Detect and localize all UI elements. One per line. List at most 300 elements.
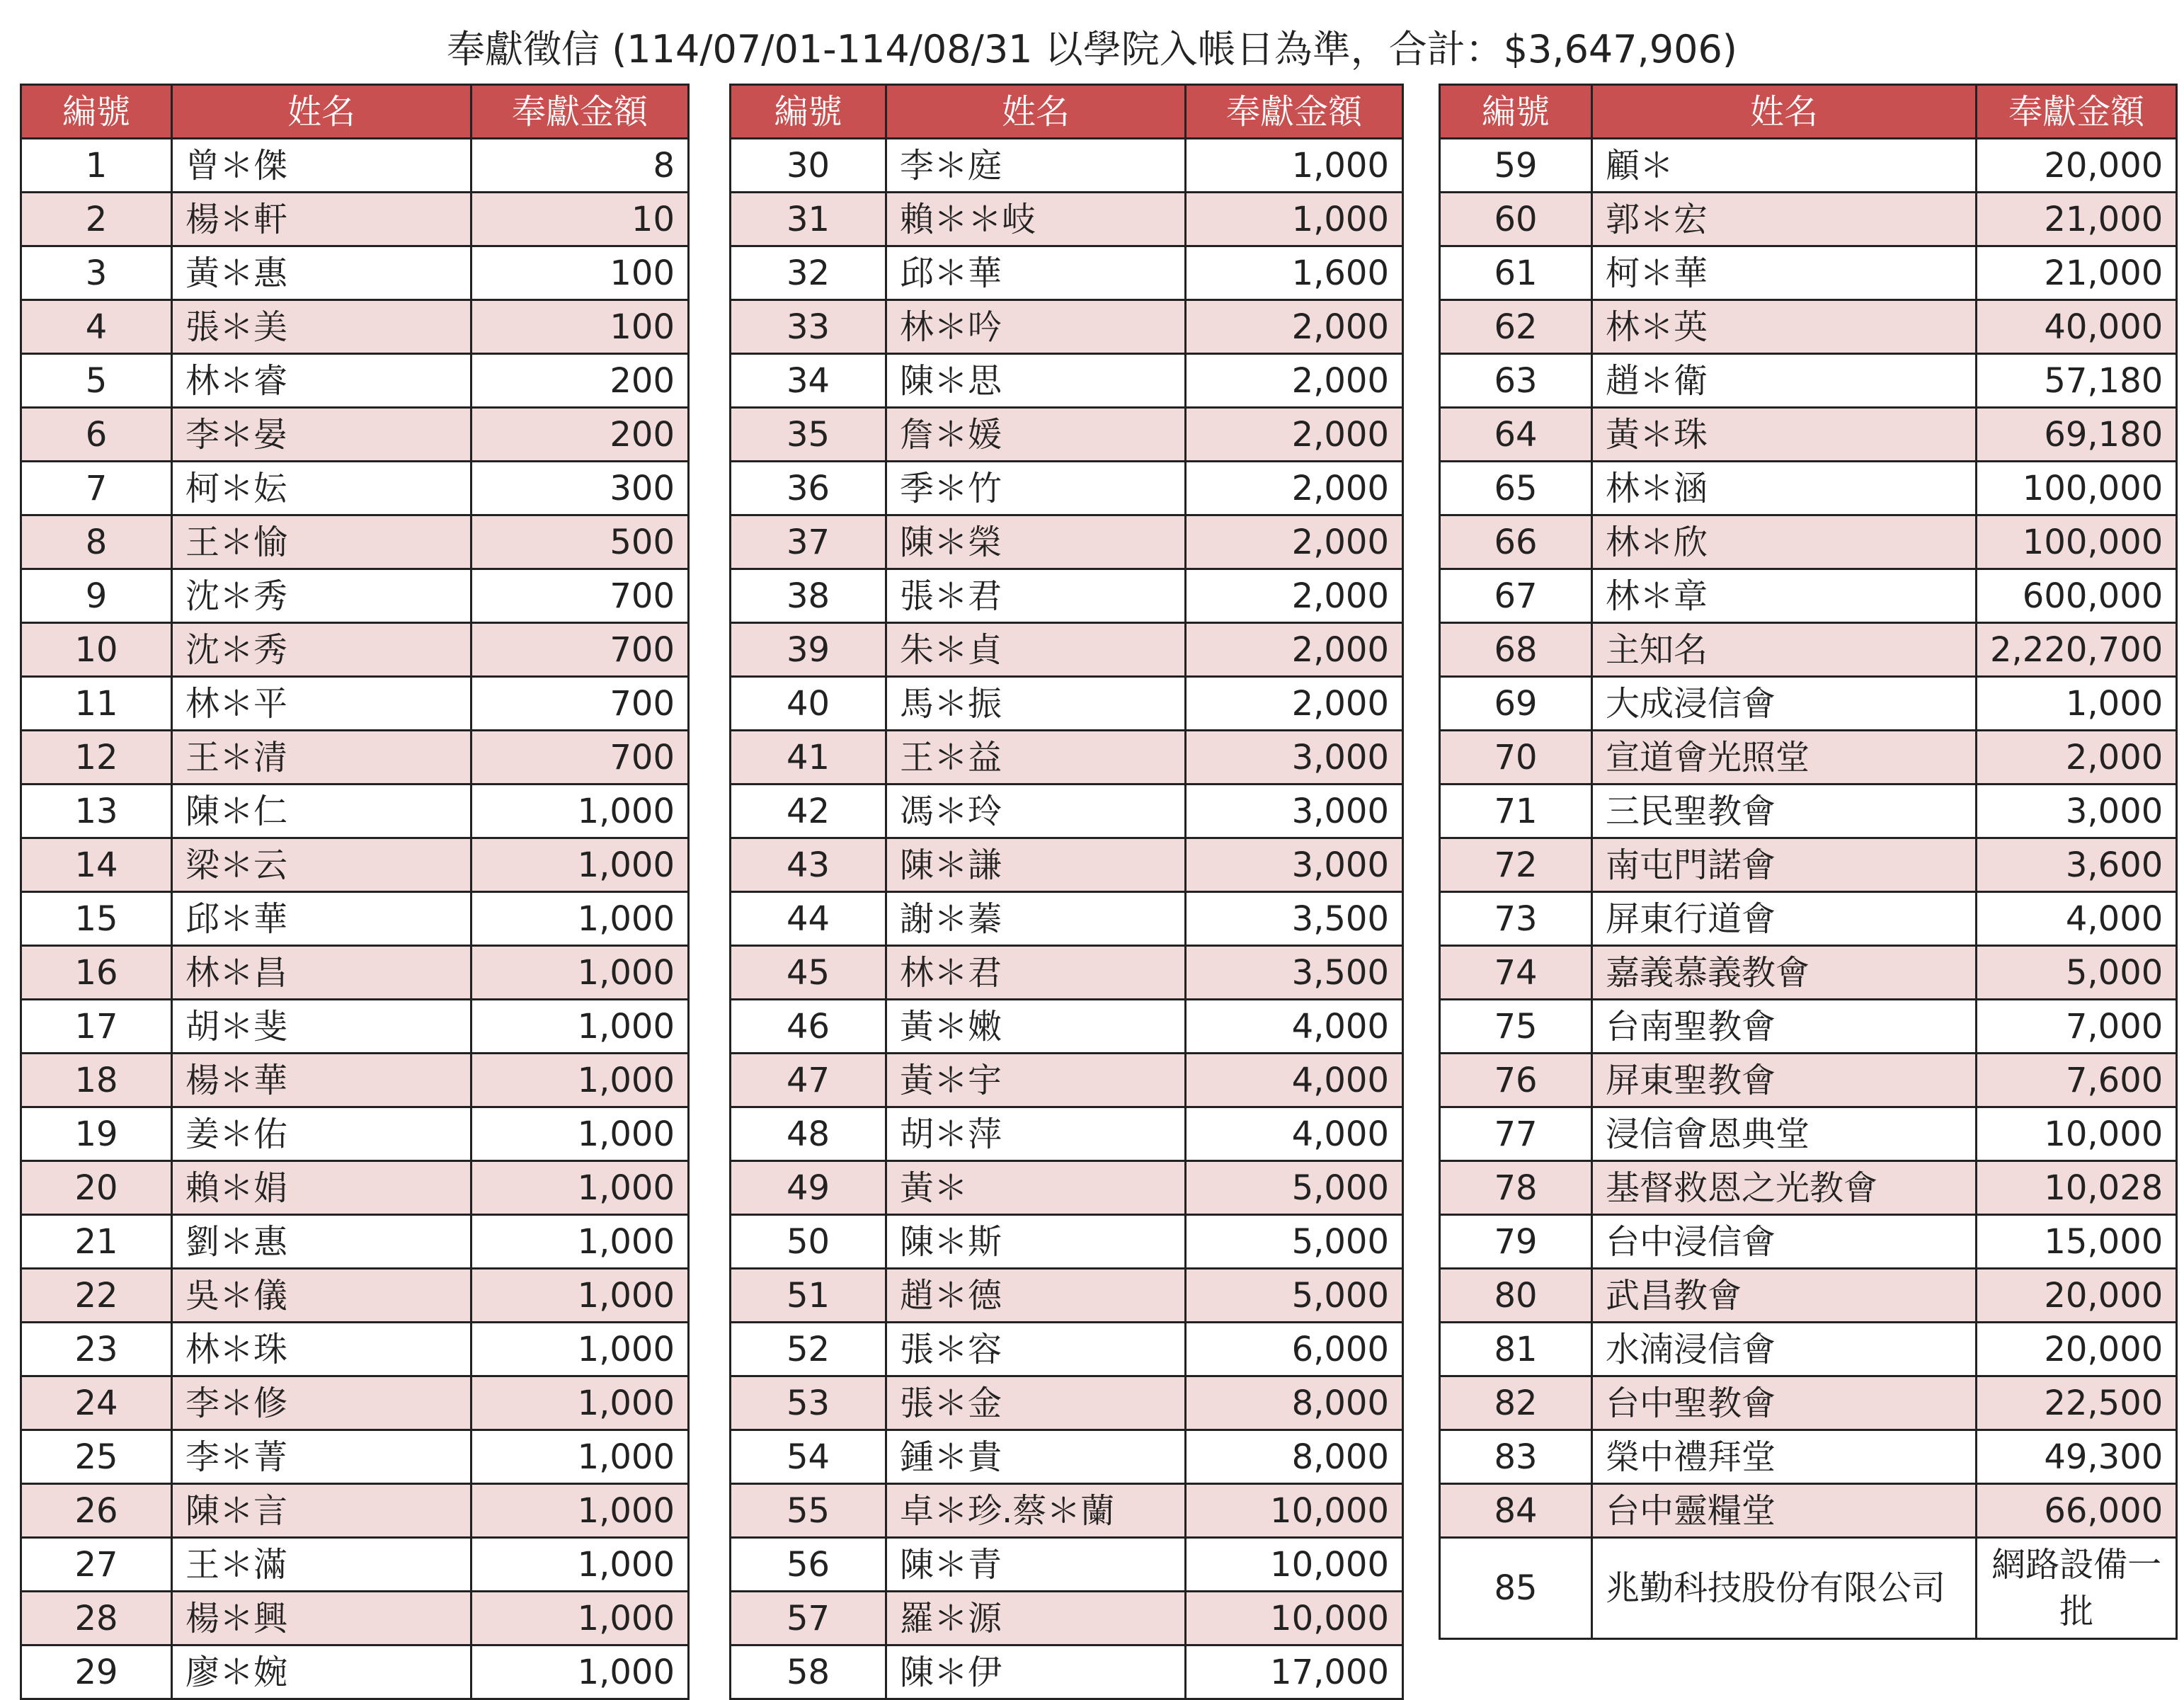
donor-name: 曾＊傑 bbox=[172, 139, 471, 193]
donor-name: 黃＊ bbox=[886, 1161, 1186, 1215]
table-row bbox=[21, 1000, 689, 1054]
donor-name: 李＊修 bbox=[172, 1376, 471, 1430]
donation-amount: 網路設備一批 bbox=[1977, 1538, 2177, 1639]
donor-number: 38 bbox=[731, 569, 886, 623]
table-row bbox=[1440, 677, 2177, 731]
donor-name: 柯＊妘 bbox=[172, 462, 471, 515]
table-row bbox=[1440, 1323, 2177, 1376]
donor-name: 宣道會光照堂 bbox=[1592, 731, 1977, 785]
donation-amount: 2,000 bbox=[1186, 623, 1403, 677]
donor-name: 黃＊嫩 bbox=[886, 1000, 1186, 1054]
donor-number: 70 bbox=[1440, 731, 1592, 785]
donor-number: 46 bbox=[731, 1000, 886, 1054]
table-row bbox=[21, 246, 689, 300]
table-row bbox=[731, 569, 1403, 623]
donation-amount: 21,000 bbox=[1977, 193, 2177, 246]
donation-amount: 700 bbox=[471, 731, 689, 785]
table-row bbox=[1440, 569, 2177, 623]
table-row bbox=[21, 677, 689, 731]
donation-amount: 1,000 bbox=[1977, 677, 2177, 731]
donor-name: 鍾＊貴 bbox=[886, 1430, 1186, 1484]
donor-name: 邱＊華 bbox=[886, 246, 1186, 300]
column-header-name: 姓名 bbox=[886, 85, 1186, 139]
donor-name: 張＊容 bbox=[886, 1323, 1186, 1376]
donor-number: 83 bbox=[1440, 1430, 1592, 1484]
donation-amount: 8,000 bbox=[1186, 1376, 1403, 1430]
donor-number: 68 bbox=[1440, 623, 1592, 677]
donor-name: 顧＊ bbox=[1592, 139, 1977, 193]
table-row bbox=[21, 139, 689, 193]
table-row bbox=[1440, 300, 2177, 354]
donor-name: 林＊英 bbox=[1592, 300, 1977, 354]
table-row bbox=[21, 623, 689, 677]
donation-amount: 1,000 bbox=[471, 1592, 689, 1645]
donor-number: 16 bbox=[21, 946, 172, 1000]
donor-number: 30 bbox=[731, 139, 886, 193]
table-row bbox=[1440, 1161, 2177, 1215]
donor-number: 34 bbox=[731, 354, 886, 408]
donation-amount: 10,000 bbox=[1186, 1538, 1403, 1592]
table-row bbox=[731, 785, 1403, 838]
donation-amount: 2,000 bbox=[1186, 354, 1403, 408]
table-row bbox=[21, 1484, 689, 1538]
table-row bbox=[1440, 246, 2177, 300]
donation-amount: 4,000 bbox=[1977, 892, 2177, 946]
donor-number: 73 bbox=[1440, 892, 1592, 946]
donation-amount: 15,000 bbox=[1977, 1215, 2177, 1269]
donation-amount: 1,000 bbox=[471, 838, 689, 892]
donation-amount: 2,000 bbox=[1186, 677, 1403, 731]
donation-amount: 3,000 bbox=[1186, 731, 1403, 785]
donation-amount: 3,000 bbox=[1186, 838, 1403, 892]
table-header-row bbox=[1440, 85, 2177, 139]
donor-name: 馮＊玲 bbox=[886, 785, 1186, 838]
donation-amount: 100,000 bbox=[1977, 462, 2177, 515]
table-row bbox=[21, 1430, 689, 1484]
donation-amount: 1,000 bbox=[471, 1430, 689, 1484]
donation-amount: 5,000 bbox=[1977, 946, 2177, 1000]
donor-name: 屏東行道會 bbox=[1592, 892, 1977, 946]
donation-amount: 66,000 bbox=[1977, 1484, 2177, 1538]
donor-name: 陳＊思 bbox=[886, 354, 1186, 408]
table-row bbox=[731, 1323, 1403, 1376]
table-row bbox=[1440, 515, 2177, 569]
table-row bbox=[1440, 354, 2177, 408]
donor-name: 李＊晏 bbox=[172, 408, 471, 462]
donation-amount: 6,000 bbox=[1186, 1323, 1403, 1376]
table-row bbox=[731, 1269, 1403, 1323]
table-row bbox=[1440, 785, 2177, 838]
donor-name: 林＊君 bbox=[886, 946, 1186, 1000]
donor-number: 72 bbox=[1440, 838, 1592, 892]
donation-amount: 20,000 bbox=[1977, 1269, 2177, 1323]
donor-number: 27 bbox=[21, 1538, 172, 1592]
donation-amount: 2,000 bbox=[1977, 731, 2177, 785]
donor-name: 王＊益 bbox=[886, 731, 1186, 785]
donation-amount: 5,000 bbox=[1186, 1269, 1403, 1323]
donor-number: 42 bbox=[731, 785, 886, 838]
donor-number: 61 bbox=[1440, 246, 1592, 300]
donor-name: 陳＊青 bbox=[886, 1538, 1186, 1592]
donor-number: 22 bbox=[21, 1269, 172, 1323]
table-row bbox=[21, 1269, 689, 1323]
donation-amount: 1,000 bbox=[471, 946, 689, 1000]
donor-name: 楊＊興 bbox=[172, 1592, 471, 1645]
table-row bbox=[1440, 1376, 2177, 1430]
table-row bbox=[21, 785, 689, 838]
donor-number: 14 bbox=[21, 838, 172, 892]
donation-amount: 200 bbox=[471, 408, 689, 462]
table-row bbox=[21, 408, 689, 462]
donor-number: 64 bbox=[1440, 408, 1592, 462]
table-row bbox=[731, 300, 1403, 354]
table-row bbox=[21, 1645, 689, 1699]
donor-number: 35 bbox=[731, 408, 886, 462]
table-row bbox=[731, 462, 1403, 515]
donation-amount: 600,000 bbox=[1977, 569, 2177, 623]
table-row bbox=[1440, 623, 2177, 677]
donor-number: 36 bbox=[731, 462, 886, 515]
donor-number: 47 bbox=[731, 1054, 886, 1107]
donor-number: 41 bbox=[731, 731, 886, 785]
donor-number: 17 bbox=[21, 1000, 172, 1054]
table-row bbox=[731, 1430, 1403, 1484]
donor-number: 37 bbox=[731, 515, 886, 569]
table-row bbox=[21, 1376, 689, 1430]
table-row bbox=[1440, 1215, 2177, 1269]
donor-number: 15 bbox=[21, 892, 172, 946]
donor-number: 74 bbox=[1440, 946, 1592, 1000]
donation-amount: 1,000 bbox=[471, 1269, 689, 1323]
column-header-number: 編號 bbox=[1440, 85, 1592, 139]
donor-name: 屏東聖教會 bbox=[1592, 1054, 1977, 1107]
table-row bbox=[21, 193, 689, 246]
donor-name: 沈＊秀 bbox=[172, 569, 471, 623]
donor-number: 40 bbox=[731, 677, 886, 731]
donor-number: 7 bbox=[21, 462, 172, 515]
table-row bbox=[21, 1538, 689, 1592]
table-row bbox=[1440, 946, 2177, 1000]
donation-table-2 bbox=[729, 84, 1404, 1700]
donor-name: 陳＊仁 bbox=[172, 785, 471, 838]
donor-name: 陳＊榮 bbox=[886, 515, 1186, 569]
donor-name: 水湳浸信會 bbox=[1592, 1323, 1977, 1376]
donor-number: 43 bbox=[731, 838, 886, 892]
donor-name: 黃＊惠 bbox=[172, 246, 471, 300]
donor-number: 39 bbox=[731, 623, 886, 677]
donation-amount: 8,000 bbox=[1186, 1430, 1403, 1484]
page-title: 奉獻徵信 (114/07/01-114/08/31 以學院入帳日為準，合計：$3,647,906) bbox=[447, 27, 1737, 72]
table-header-row bbox=[731, 85, 1403, 139]
donor-name: 基督救恩之光教會 bbox=[1592, 1161, 1977, 1215]
donor-number: 53 bbox=[731, 1376, 886, 1430]
table-row bbox=[1440, 892, 2177, 946]
donor-number: 20 bbox=[21, 1161, 172, 1215]
donor-number: 18 bbox=[21, 1054, 172, 1107]
donation-amount: 1,000 bbox=[471, 1107, 689, 1161]
donor-name: 李＊庭 bbox=[886, 139, 1186, 193]
donation-amount: 10,000 bbox=[1186, 1484, 1403, 1538]
donor-number: 24 bbox=[21, 1376, 172, 1430]
donor-number: 2 bbox=[21, 193, 172, 246]
table-row bbox=[731, 193, 1403, 246]
table-row bbox=[731, 1592, 1403, 1645]
donor-name: 柯＊華 bbox=[1592, 246, 1977, 300]
donor-name: 趙＊衛 bbox=[1592, 354, 1977, 408]
donor-name: 陳＊斯 bbox=[886, 1215, 1186, 1269]
donation-amount: 1,000 bbox=[471, 1323, 689, 1376]
donor-number: 29 bbox=[21, 1645, 172, 1699]
donor-number: 12 bbox=[21, 731, 172, 785]
table-row bbox=[1440, 1054, 2177, 1107]
table-row bbox=[731, 946, 1403, 1000]
donor-number: 78 bbox=[1440, 1161, 1592, 1215]
donation-amount: 100,000 bbox=[1977, 515, 2177, 569]
donor-number: 21 bbox=[21, 1215, 172, 1269]
donor-name: 林＊昌 bbox=[172, 946, 471, 1000]
donation-amount: 1,000 bbox=[471, 1000, 689, 1054]
donor-name: 嘉義慕義教會 bbox=[1592, 946, 1977, 1000]
donor-number: 85 bbox=[1440, 1538, 1592, 1639]
donor-name: 陳＊言 bbox=[172, 1484, 471, 1538]
table-row bbox=[21, 354, 689, 408]
table-row bbox=[1440, 193, 2177, 246]
donor-number: 4 bbox=[21, 300, 172, 354]
donor-name: 趙＊德 bbox=[886, 1269, 1186, 1323]
table-row bbox=[731, 1161, 1403, 1215]
donation-amount: 57,180 bbox=[1977, 354, 2177, 408]
donor-name: 林＊珠 bbox=[172, 1323, 471, 1376]
table-row bbox=[1440, 1538, 2177, 1639]
column-header-amount: 奉獻金額 bbox=[471, 85, 689, 139]
donation-amount: 1,000 bbox=[471, 1645, 689, 1699]
donor-number: 45 bbox=[731, 946, 886, 1000]
donor-name: 武昌教會 bbox=[1592, 1269, 1977, 1323]
donor-number: 82 bbox=[1440, 1376, 1592, 1430]
table-row bbox=[731, 892, 1403, 946]
table-row bbox=[21, 1592, 689, 1645]
donor-name: 張＊君 bbox=[886, 569, 1186, 623]
table-row bbox=[1440, 838, 2177, 892]
table-row bbox=[21, 1161, 689, 1215]
table-row bbox=[21, 462, 689, 515]
donor-name: 胡＊斐 bbox=[172, 1000, 471, 1054]
donation-amount: 7,600 bbox=[1977, 1054, 2177, 1107]
donation-amount: 700 bbox=[471, 569, 689, 623]
donation-amount: 500 bbox=[471, 515, 689, 569]
donation-amount: 49,300 bbox=[1977, 1430, 2177, 1484]
donor-name: 羅＊源 bbox=[886, 1592, 1186, 1645]
donation-amount: 2,000 bbox=[1186, 569, 1403, 623]
table-row bbox=[1440, 1107, 2177, 1161]
donor-number: 33 bbox=[731, 300, 886, 354]
donor-name: 賴＊＊岐 bbox=[886, 193, 1186, 246]
table-row bbox=[731, 246, 1403, 300]
donor-name: 廖＊婉 bbox=[172, 1645, 471, 1699]
donor-name: 沈＊秀 bbox=[172, 623, 471, 677]
table-row bbox=[1440, 731, 2177, 785]
donation-amount: 700 bbox=[471, 623, 689, 677]
donor-number: 11 bbox=[21, 677, 172, 731]
donor-number: 5 bbox=[21, 354, 172, 408]
donation-amount: 200 bbox=[471, 354, 689, 408]
table-row bbox=[731, 354, 1403, 408]
donor-number: 84 bbox=[1440, 1484, 1592, 1538]
table-row bbox=[731, 677, 1403, 731]
table-row bbox=[731, 515, 1403, 569]
donor-number: 8 bbox=[21, 515, 172, 569]
donor-name: 林＊涵 bbox=[1592, 462, 1977, 515]
donation-amount: 22,500 bbox=[1977, 1376, 2177, 1430]
table-row bbox=[21, 946, 689, 1000]
donor-number: 3 bbox=[21, 246, 172, 300]
table-row bbox=[1440, 1430, 2177, 1484]
donation-amount: 8 bbox=[471, 139, 689, 193]
donation-amount: 1,000 bbox=[471, 785, 689, 838]
table-row bbox=[21, 1215, 689, 1269]
donation-amount: 1,000 bbox=[471, 1538, 689, 1592]
donor-number: 77 bbox=[1440, 1107, 1592, 1161]
donor-number: 26 bbox=[21, 1484, 172, 1538]
table-row bbox=[731, 1000, 1403, 1054]
table-row bbox=[21, 1054, 689, 1107]
table-row bbox=[731, 623, 1403, 677]
donor-name: 張＊美 bbox=[172, 300, 471, 354]
donor-number: 23 bbox=[21, 1323, 172, 1376]
donation-amount: 300 bbox=[471, 462, 689, 515]
donor-number: 44 bbox=[731, 892, 886, 946]
donor-number: 56 bbox=[731, 1538, 886, 1592]
donor-name: 林＊欣 bbox=[1592, 515, 1977, 569]
donor-name: 林＊平 bbox=[172, 677, 471, 731]
donor-number: 80 bbox=[1440, 1269, 1592, 1323]
donor-number: 57 bbox=[731, 1592, 886, 1645]
table-row bbox=[731, 838, 1403, 892]
table-row bbox=[1440, 1000, 2177, 1054]
donor-number: 49 bbox=[731, 1161, 886, 1215]
donation-amount: 100 bbox=[471, 246, 689, 300]
donor-number: 58 bbox=[731, 1645, 886, 1699]
donation-amount: 2,000 bbox=[1186, 462, 1403, 515]
donation-table-1 bbox=[20, 84, 690, 1700]
donation-amount: 4,000 bbox=[1186, 1107, 1403, 1161]
donor-number: 9 bbox=[21, 569, 172, 623]
donor-name: 王＊清 bbox=[172, 731, 471, 785]
donor-name: 黃＊宇 bbox=[886, 1054, 1186, 1107]
donor-name: 林＊睿 bbox=[172, 354, 471, 408]
donor-number: 51 bbox=[731, 1269, 886, 1323]
donor-name: 卓＊珍.蔡＊蘭 bbox=[886, 1484, 1186, 1538]
donor-number: 59 bbox=[1440, 139, 1592, 193]
donor-name: 楊＊軒 bbox=[172, 193, 471, 246]
donor-name: 榮中禮拜堂 bbox=[1592, 1430, 1977, 1484]
donation-amount: 3,000 bbox=[1186, 785, 1403, 838]
donor-name: 馬＊振 bbox=[886, 677, 1186, 731]
donation-amount: 10,000 bbox=[1977, 1107, 2177, 1161]
column-header-amount: 奉獻金額 bbox=[1186, 85, 1403, 139]
donor-name: 王＊滿 bbox=[172, 1538, 471, 1592]
donor-name: 梁＊云 bbox=[172, 838, 471, 892]
table-row bbox=[731, 408, 1403, 462]
donation-table-3 bbox=[1439, 84, 2178, 1640]
donor-name: 劉＊惠 bbox=[172, 1215, 471, 1269]
donor-number: 52 bbox=[731, 1323, 886, 1376]
table-row bbox=[21, 892, 689, 946]
table-row bbox=[21, 1323, 689, 1376]
table-header-row bbox=[21, 85, 689, 139]
table-row bbox=[731, 1107, 1403, 1161]
donor-number: 76 bbox=[1440, 1054, 1592, 1107]
table-row bbox=[21, 731, 689, 785]
donation-amount: 3,000 bbox=[1977, 785, 2177, 838]
donation-amount: 1,000 bbox=[471, 1054, 689, 1107]
table-row bbox=[731, 1215, 1403, 1269]
donation-amount: 5,000 bbox=[1186, 1161, 1403, 1215]
donation-amount: 2,220,700 bbox=[1977, 623, 2177, 677]
column-header-number: 編號 bbox=[21, 85, 172, 139]
table-row bbox=[731, 1538, 1403, 1592]
table-row bbox=[731, 1376, 1403, 1430]
donor-number: 75 bbox=[1440, 1000, 1592, 1054]
donor-number: 60 bbox=[1440, 193, 1592, 246]
donor-name: 郭＊宏 bbox=[1592, 193, 1977, 246]
table-row bbox=[1440, 1484, 2177, 1538]
donation-amount: 20,000 bbox=[1977, 1323, 2177, 1376]
donation-amount: 69,180 bbox=[1977, 408, 2177, 462]
donor-number: 31 bbox=[731, 193, 886, 246]
donation-amount: 1,000 bbox=[471, 1215, 689, 1269]
table-row bbox=[1440, 139, 2177, 193]
donor-number: 25 bbox=[21, 1430, 172, 1484]
donor-number: 71 bbox=[1440, 785, 1592, 838]
donor-name: 謝＊蓁 bbox=[886, 892, 1186, 946]
donor-name: 浸信會恩典堂 bbox=[1592, 1107, 1977, 1161]
table-row bbox=[731, 139, 1403, 193]
donor-number: 79 bbox=[1440, 1215, 1592, 1269]
donor-name: 三民聖教會 bbox=[1592, 785, 1977, 838]
donation-amount: 10,028 bbox=[1977, 1161, 2177, 1215]
donation-amount: 3,500 bbox=[1186, 892, 1403, 946]
donation-amount: 2,000 bbox=[1186, 300, 1403, 354]
donation-amount: 17,000 bbox=[1186, 1645, 1403, 1699]
donor-name: 大成浸信會 bbox=[1592, 677, 1977, 731]
donation-amount: 1,000 bbox=[471, 1161, 689, 1215]
donation-amount: 20,000 bbox=[1977, 139, 2177, 193]
donor-name: 台南聖教會 bbox=[1592, 1000, 1977, 1054]
table-row bbox=[731, 1484, 1403, 1538]
donor-name: 主知名 bbox=[1592, 623, 1977, 677]
donor-name: 賴＊娟 bbox=[172, 1161, 471, 1215]
donor-name: 王＊愉 bbox=[172, 515, 471, 569]
donation-amount: 4,000 bbox=[1186, 1000, 1403, 1054]
donation-amount: 1,000 bbox=[1186, 193, 1403, 246]
donor-name: 台中浸信會 bbox=[1592, 1215, 1977, 1269]
table-row bbox=[731, 1054, 1403, 1107]
donation-amount: 1,600 bbox=[1186, 246, 1403, 300]
table-row bbox=[21, 838, 689, 892]
column-header-name: 姓名 bbox=[1592, 85, 1977, 139]
table-row bbox=[1440, 408, 2177, 462]
column-header-number: 編號 bbox=[731, 85, 886, 139]
donation-amount: 2,000 bbox=[1186, 515, 1403, 569]
table-row bbox=[21, 1107, 689, 1161]
donor-name: 陳＊謙 bbox=[886, 838, 1186, 892]
donor-name: 季＊竹 bbox=[886, 462, 1186, 515]
donor-name: 黃＊珠 bbox=[1592, 408, 1977, 462]
donor-name: 林＊吟 bbox=[886, 300, 1186, 354]
donor-number: 67 bbox=[1440, 569, 1592, 623]
donor-number: 55 bbox=[731, 1484, 886, 1538]
